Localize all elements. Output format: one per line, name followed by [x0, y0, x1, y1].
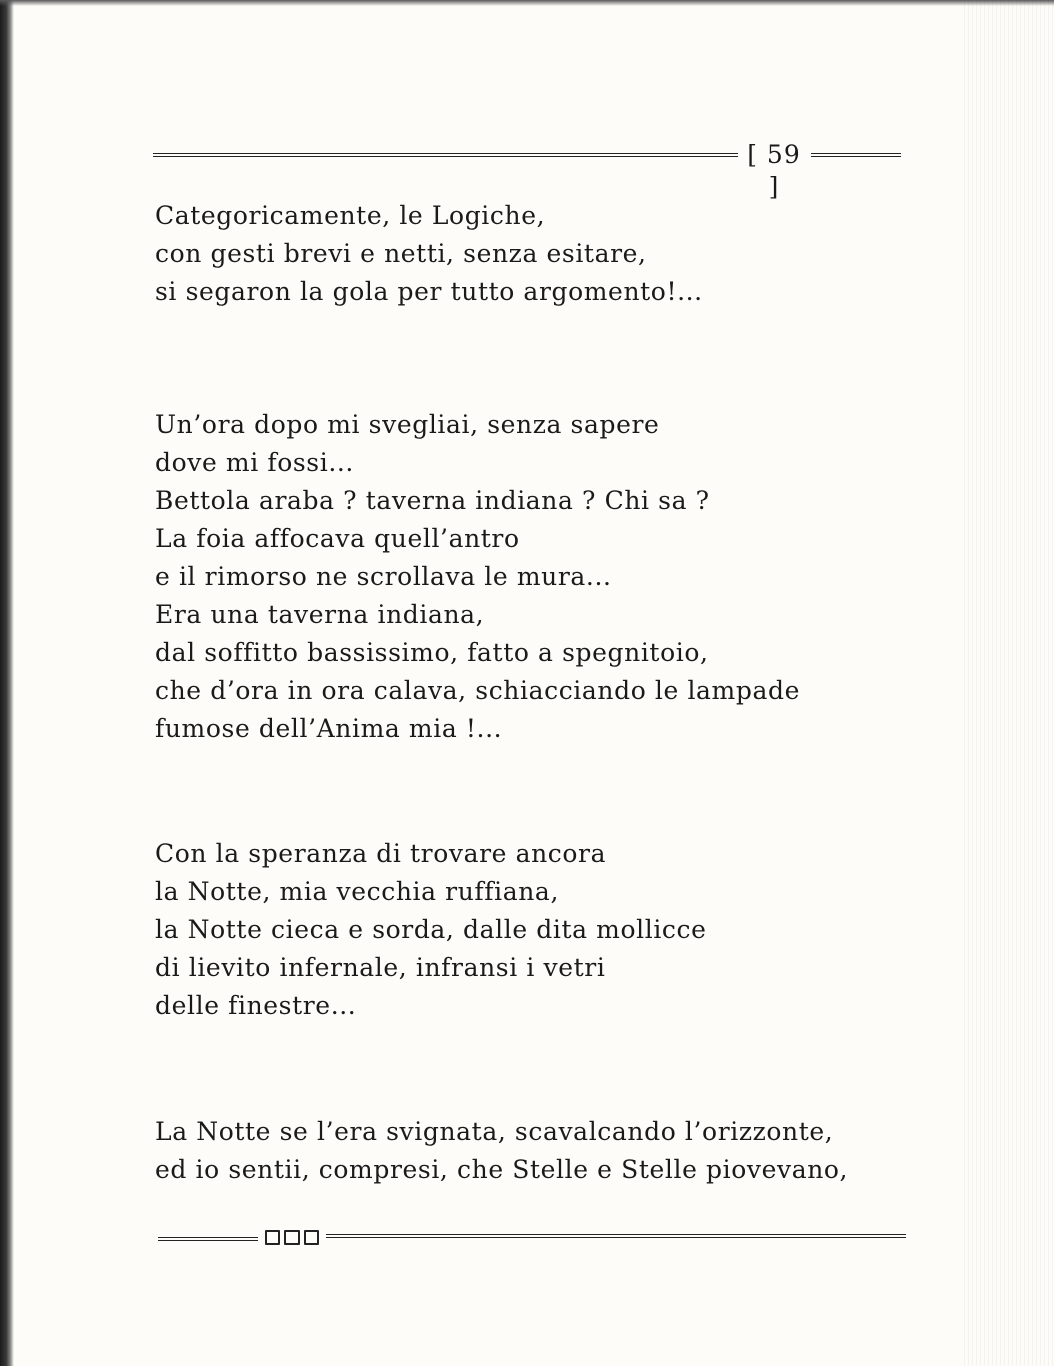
- verse-line: Con la speranza di trovare ancora: [155, 839, 607, 868]
- verse-line: La Notte se l’era svignata, scavalcando l’orizzonte,: [155, 1117, 834, 1146]
- page-right-speckle: [964, 0, 1054, 1366]
- verse-line: Un’ora dopo mi svegliai, senza sapere: [155, 410, 660, 439]
- page-binding-edge: [0, 0, 14, 1366]
- verse-line: dal soffitto bassissimo, fatto a spegnitoio,: [155, 638, 709, 667]
- stanza-4: [155, 1113, 915, 1189]
- stanza-3: [155, 835, 915, 1025]
- verse-line: la Notte cieca e sorda, dalle dita mollicce: [155, 915, 707, 944]
- footer-rule-left: [158, 1237, 258, 1241]
- stanza-2: [155, 406, 915, 748]
- verse-line: la Notte, mia vecchia ruffiana,: [155, 877, 559, 906]
- verse-line: Bettola araba ? taverna indiana ? Chi sa ?: [155, 486, 710, 515]
- page-top-edge: [0, 0, 1054, 6]
- footer-rule-right: [326, 1234, 906, 1238]
- verse-line: fumose dell’Anima mia !...: [155, 714, 503, 743]
- header-rule-right: [811, 153, 901, 157]
- ornament-square: [265, 1230, 280, 1245]
- stanza-1: [155, 197, 915, 311]
- verse-line: si segaron la gola per tutto argomento!...: [155, 277, 703, 306]
- page-number: [ 59 ]: [747, 140, 801, 201]
- verse-line: e il rimorso ne scrollava le mura...: [155, 562, 612, 591]
- verse-line: di lievito infernale, infransi i vetri: [155, 953, 606, 982]
- three-square-ornament-icon: [265, 1228, 319, 1246]
- verse-line: Era una taverna indiana,: [155, 600, 485, 629]
- verse-line: La foia affocava quell’antro: [155, 524, 520, 553]
- verse-line: dove mi fossi...: [155, 448, 354, 477]
- verse-line: Categoricamente, le Logiche,: [155, 201, 546, 230]
- header-rule-left: [153, 153, 738, 157]
- verse-line: delle finestre...: [155, 991, 357, 1020]
- ornament-square: [284, 1230, 299, 1245]
- verse-line: ed io sentii, compresi, che Stelle e Stelle piovevano,: [155, 1155, 849, 1184]
- verse-line: con gesti brevi e netti, senza esitare,: [155, 239, 647, 268]
- verse-line: che d’ora in ora calava, schiacciando le lampade: [155, 676, 800, 705]
- ornament-square: [304, 1230, 319, 1245]
